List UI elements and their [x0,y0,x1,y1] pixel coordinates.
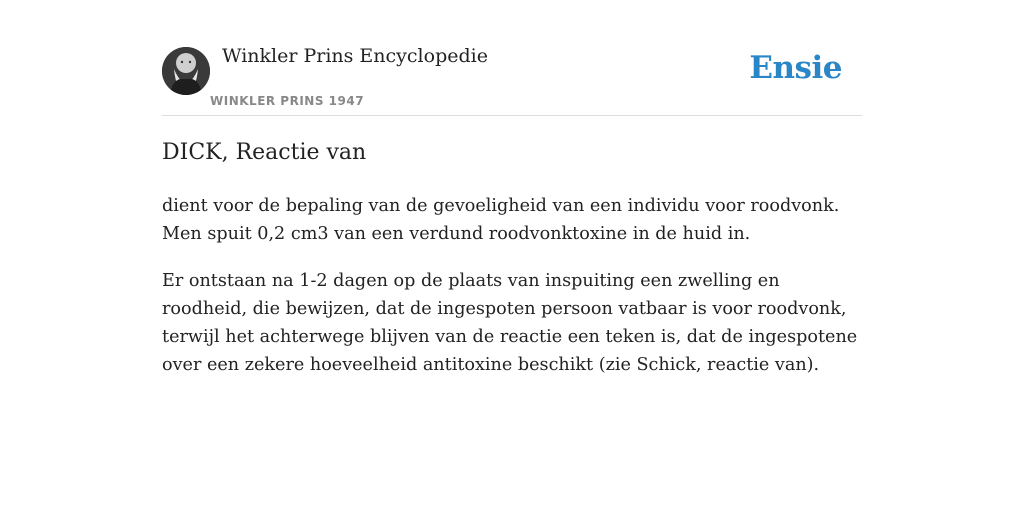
source-title-link[interactable]: Winkler Prins Encyclopedie [222,45,488,67]
entry-paragraph: Er ontstaan na 1-2 dagen op de plaats van inspuiting een zwelling en roodheid, die bewijzen, dat de ingespoten persoon vatbaar is voor roodvonk, terwijl het achterwege blijven van de reactie een teken is, dat de ingespotene over een zekere hoeveelheid antitoxine beschikt (zie Schick, reactie van). [162,271,858,375]
entry-paragraph: dient voor de bepaling van de gevoeligheid van een individu voor roodvonk. Men spuit 0,2 cm3 van een verdund roodvonktoxine in de huid in. [162,196,840,244]
entry-body [162,192,862,398]
source-subtitle: WINKLER PRINS 1947 [210,94,365,108]
article-header [162,0,862,116]
author-avatar[interactable] [162,47,210,95]
entry-title: DICK, Reactie van [162,140,367,165]
ensie-logo[interactable]: Ensie [749,50,842,86]
article-container [162,0,862,375]
